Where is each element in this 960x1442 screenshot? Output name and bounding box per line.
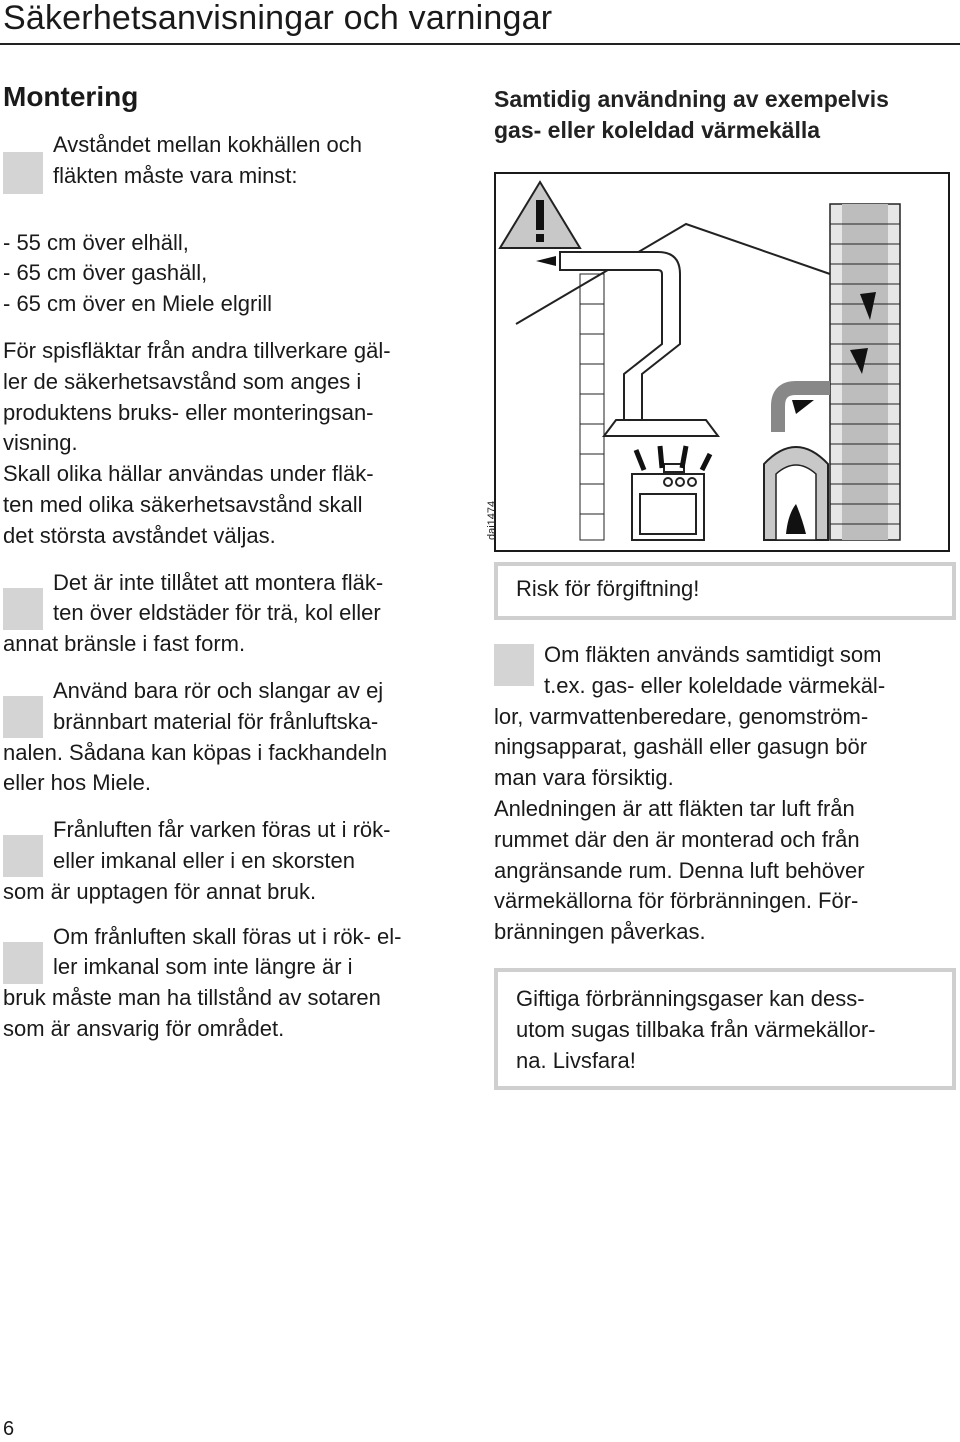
note-nonflammable-pipes: Använd bara rör och slangar av ej brännbart material för frånluftska- nalen. Sådana kan köpas i fackhandeln eller hos Miele. <box>3 677 388 796</box>
title-rule <box>0 43 960 45</box>
list-item: - 55 cm över elhäll, <box>3 229 189 255</box>
note-line: Avståndet mellan kokhällen och <box>53 132 363 157</box>
warning-icon <box>500 182 580 248</box>
distance-list <box>3 228 473 320</box>
note-chimney-sweep-permit: Om frånluften skall föras ut i rök- el- ler imkanal som inte längre är i bruk måste man ha tillstånd av sotaren som är ansvarig för området. <box>3 923 402 1041</box>
section-heading-simultaneous-use: Samtidig användning av exempelvis gas- eller koleldad värmekälla <box>494 86 889 143</box>
list-item: - 65 cm över gashäll, <box>3 260 208 286</box>
note-marker <box>3 588 43 630</box>
note-marker <box>3 696 43 738</box>
section-heading-montering: Montering <box>3 81 139 112</box>
paragraph-multiple-hobs: Skall olika hällar användas under fläk- ten med olika säkerhetsavstånd skall det största avståndet väljas. <box>3 461 374 548</box>
note-line: fläkten måste vara minst: <box>53 162 298 188</box>
stove-icon <box>632 464 704 540</box>
warning-box-poisoning <box>494 562 956 620</box>
list-item: - 65 cm över en Miele elgrill <box>3 291 272 317</box>
arrow-out-icon <box>536 256 556 266</box>
page-title: Säkerhetsanvisningar och varningar <box>3 0 553 37</box>
left-column <box>3 78 473 1045</box>
note-simultaneous-use: Om fläkten används samtidigt som t.ex. gas- eller koleldade värmekäl- lor, varmvattenberedare, genomström- ningsapparat, gashäll eller gasugn bör man vara försiktig. <box>494 642 886 791</box>
right-column <box>486 84 956 1090</box>
note-distance <box>3 130 473 192</box>
note-marker <box>3 835 43 877</box>
paragraph-reason: Anledningen är att fläkten tar luft från rummet där den är monterad och från angränsande rum. Denna luft behöver värmekällorna för förbränningen. För- bränningen påverkas. <box>494 795 865 945</box>
note-marker <box>3 942 43 984</box>
warning-text: Risk för förgiftning! <box>516 576 700 601</box>
note-marker <box>3 152 43 194</box>
note-exhaust-chimney: Frånluften får varken föras ut i rök- eller imkanal eller i en skorsten som är upptagen för annat bruk. <box>3 817 391 904</box>
warning-box-toxic-gases: Giftiga förbränningsgaser kan dess- utom sugas tillbaka från värmekällor- na. Livsfara! <box>494 968 956 1090</box>
chimney-icon <box>830 204 900 540</box>
note-solid-fuel: Det är inte tillåtet att montera fläk- ten över eldstäder för trä, kol eller annat bränsle i fast form. <box>3 569 384 657</box>
figure-code: dai1474 <box>486 500 498 540</box>
wall-icon <box>580 274 604 540</box>
page-number: 6 <box>3 1418 15 1440</box>
paragraph-other-manufacturers: För spisfläktar från andra tillverkare gäl- ler de säkerhetsavstånd som anges i produktens bruks- eller monteringsan- visning. <box>3 337 391 456</box>
house-illustration <box>496 174 948 550</box>
illustration-hood-and-fireplace <box>486 172 950 552</box>
note-marker <box>494 644 534 686</box>
